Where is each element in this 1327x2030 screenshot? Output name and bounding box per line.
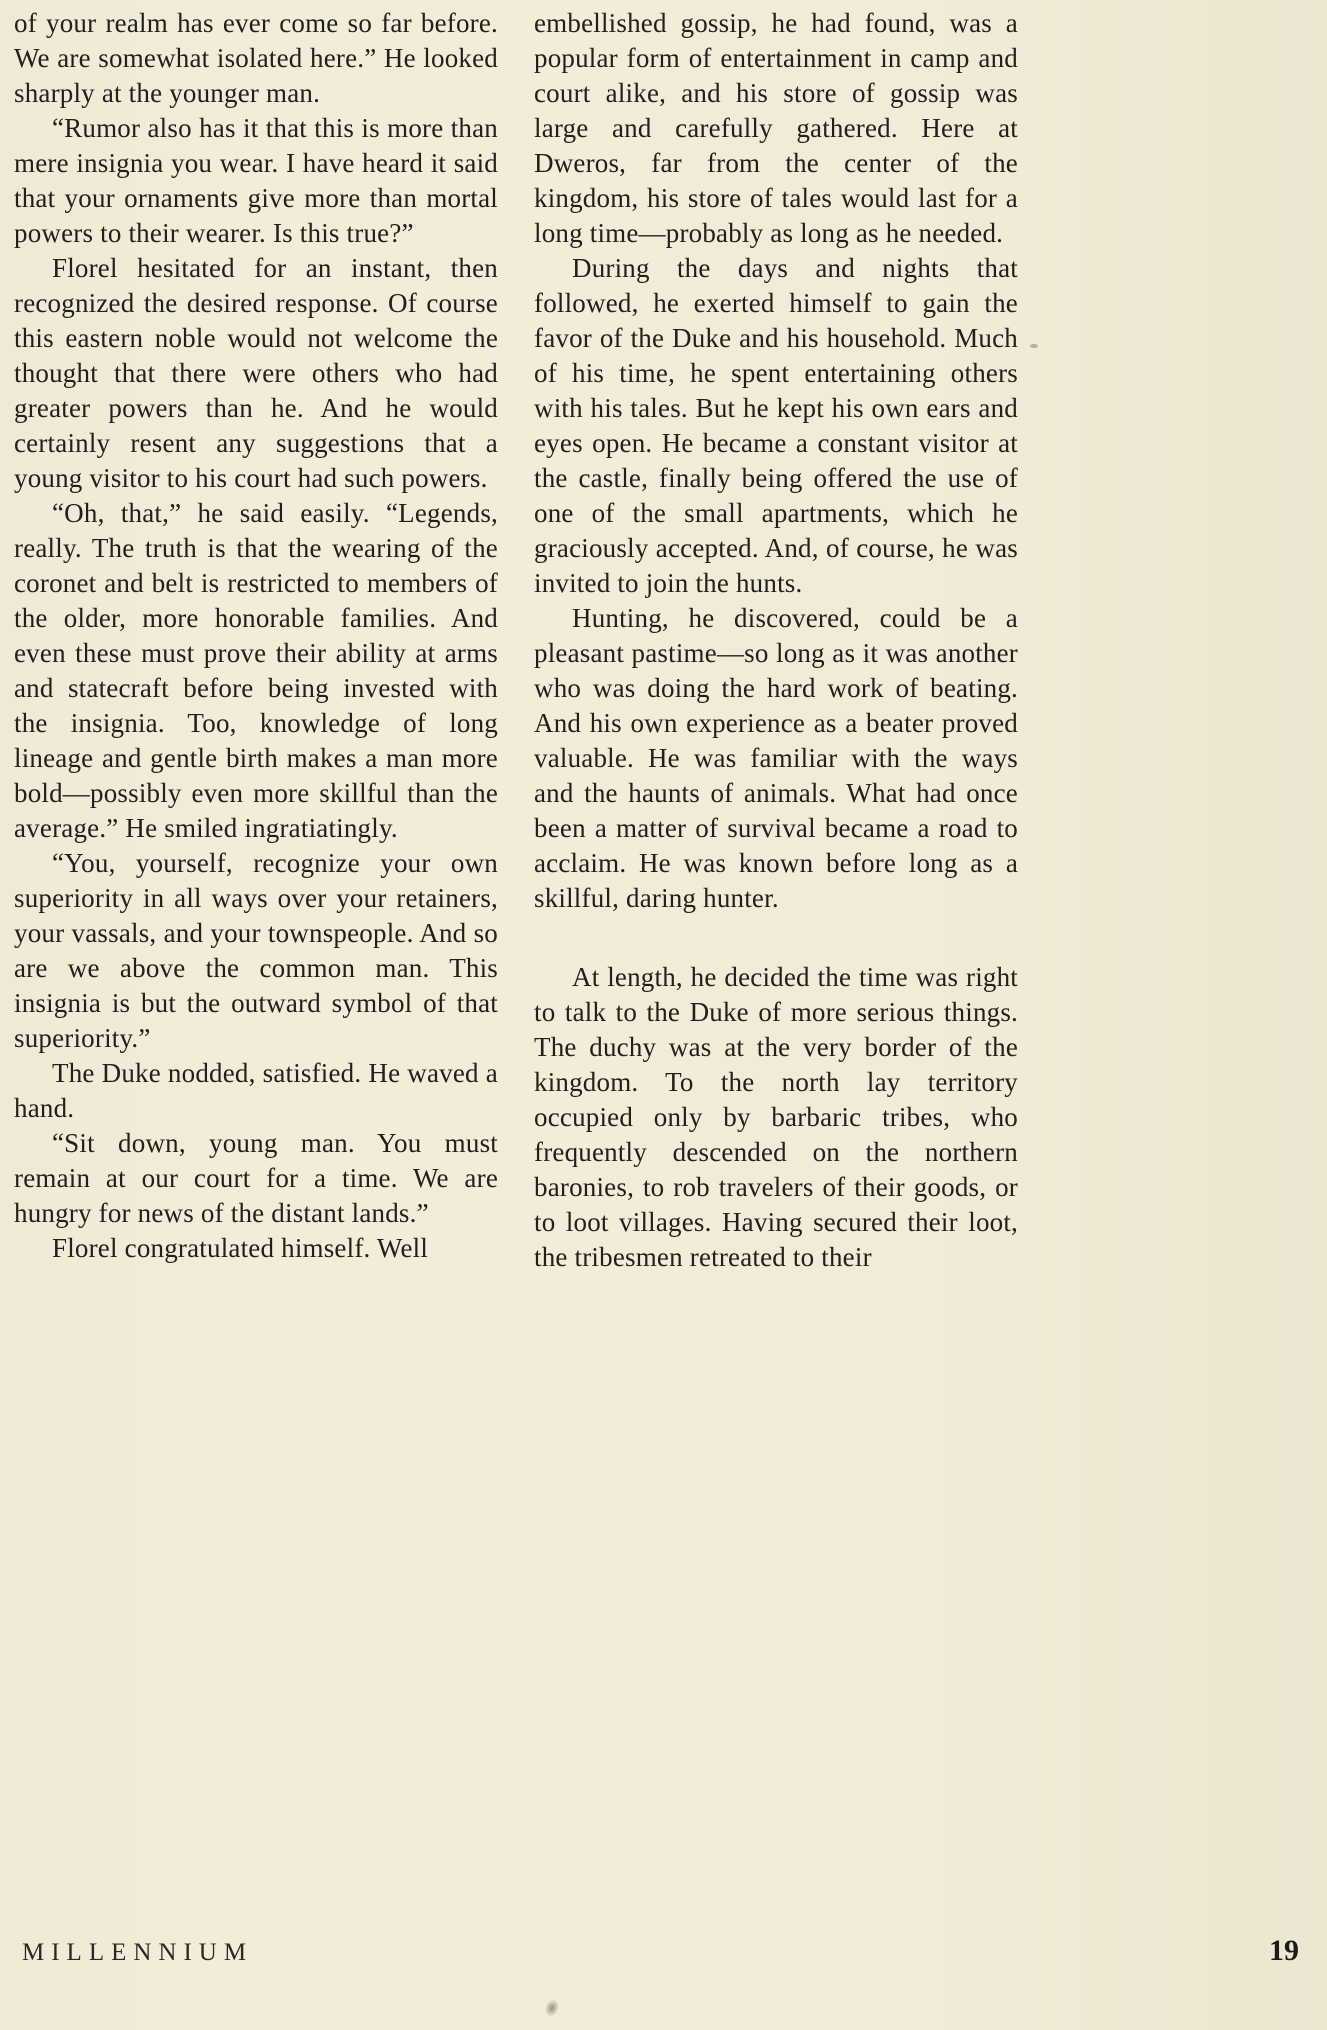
scan-speck <box>1030 344 1038 348</box>
page-footer <box>22 1934 1299 1968</box>
scan-artifact <box>544 1998 561 2017</box>
paragraph: At length, he decided the time was right to talk to the Duke of more serious things. The duchy was at the very border of the kingdom. To the north lay territory occupied only by barbaric tribes, who frequently descended on the northern baronies, to rob travelers of their goods, or to loot villages. Having secured their loot, the tribesmen retreated to their <box>534 962 1018 1272</box>
paragraph: “Oh, that,” he said easily. “Legends, really. The truth is that the wearing of the coronet and belt is restricted to members of the older, more honorable families. And even these must prove their ability at arms and statecraft before being invested with the insignia. Too, knowledge of long lineage and gentle birth makes a man more bold—possibly even more skillful than the average.” He smiled ingratiatingly. <box>14 498 498 843</box>
paragraph: Florel congratulated himself. Well <box>52 1233 429 1263</box>
paragraph: Florel hesitated for an instant, then recognized the desired response. Of course this eastern noble would not welcome the thought that there were others who had greater powers than he. And he would certainly resent any suggestions that a young visitor to his court had such powers. <box>14 253 498 493</box>
paragraph: “You, yourself, recognize your own superiority in all ways over your retainers, your vassals, and your townspeople. And so are we above the common man. This insignia is but the outward symbol of that superiority.” <box>14 848 498 1053</box>
text-column-left <box>14 6 498 1275</box>
paragraph: of your realm has ever come so far before. We are somewhat isolated here.” He looked sharply at the younger man. <box>14 8 498 108</box>
paragraph: Hunting, he discovered, could be a pleasant pastime—so long as it was another who was doing the hard work of beating. And his own experience as a beater proved valuable. He was familiar with the ways and the haunts of animals. What had once been a matter of survival became a road to acclaim. He was known before long as a skillful, daring hunter. <box>534 603 1018 913</box>
paragraph: The Duke nodded, satisfied. He waved a hand. <box>14 1058 498 1123</box>
paragraph: embellished gossip, he had found, was a popular form of entertainment in camp and court alike, and his store of gossip was large and carefully gathered. Here at Dweros, far from the center of the kingdom, his store of tales would last for a long time—probably as long as he needed. <box>534 8 1018 248</box>
running-title: MILLENNIUM <box>22 1939 254 1966</box>
text-column-right <box>534 6 1018 1275</box>
page-number: 19 <box>1269 1934 1299 1967</box>
text-columns <box>14 6 1018 1275</box>
paragraph: “Sit down, young man. You must remain at our court for a time. We are hungry for news of the distant lands.” <box>14 1128 498 1228</box>
paragraph: During the days and nights that followed, he exerted himself to gain the favor of the Duke and his household. Much of his time, he spent entertaining others with his tales. But he kept his own ears and eyes open. He became a constant visitor at the castle, finally being offered the use of one of the small apartments, which he graciously accepted. And, of course, he was invited to join the hunts. <box>534 253 1018 598</box>
paragraph: “Rumor also has it that this is more than mere insignia you wear. I have heard it said that your ornaments give more than mortal powers to their wearer. Is this true?” <box>14 113 498 248</box>
